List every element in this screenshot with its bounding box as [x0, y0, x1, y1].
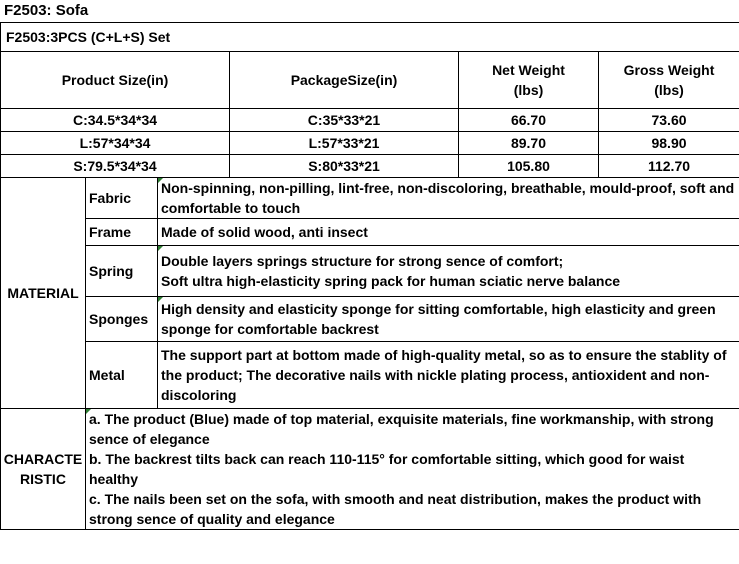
material-name-frame: Frame — [86, 219, 158, 246]
material-row-frame — [1, 219, 739, 246]
set-title: F2503:3PCS (C+L+S) Set — [1, 23, 739, 52]
table-row — [1, 155, 739, 178]
gross-weight-cell: 112.70 — [599, 155, 739, 178]
table-row — [1, 109, 739, 132]
material-row-metal — [1, 342, 739, 409]
gross-weight-cell: 73.60 — [599, 109, 739, 132]
header-row — [1, 52, 739, 109]
material-row-spring — [1, 246, 739, 297]
gross-weight-label: Gross Weight — [623, 62, 715, 78]
characteristic-row — [1, 409, 739, 530]
product-size-header: Product Size(in) — [1, 52, 230, 109]
sheet-caption: F2503: Sofa — [4, 2, 89, 19]
material-name-fabric: Fabric — [86, 178, 158, 219]
net-weight-unit: (lbs) — [513, 82, 544, 98]
material-name-metal: Metal — [86, 342, 158, 409]
characteristic-point-b: b. The backrest tilts back can reach 110-115° for comfortable sitting, which good for waist healthy — [89, 451, 685, 487]
material-desc-spring — [158, 246, 739, 297]
gross-weight-header — [599, 52, 739, 109]
package-size-cell: L:57*33*21 — [230, 132, 459, 155]
characteristic-desc — [86, 409, 739, 530]
characteristic-label-line-1: CHARACTE — [3, 451, 83, 467]
net-weight-cell: 66.70 — [459, 109, 599, 132]
material-row-fabric — [1, 178, 739, 219]
gross-weight-cell: 98.90 — [599, 132, 739, 155]
table-row — [1, 132, 739, 155]
net-weight-cell: 105.80 — [459, 155, 599, 178]
net-weight-cell: 89.70 — [459, 132, 599, 155]
spec-table — [0, 22, 739, 530]
material-name-sponges: Sponges — [86, 297, 158, 342]
characteristic-section-label — [1, 409, 86, 530]
characteristic-label-line-2: RISTIC — [20, 471, 66, 487]
package-size-header: PackageSize(in) — [230, 52, 459, 109]
net-weight-header — [459, 52, 599, 109]
material-section-label: MATERIAL — [1, 178, 86, 409]
characteristic-point-a: a. The product (Blue) made of top material, exquisite materials, fine workmanship, with strong sence of elegance — [89, 411, 714, 447]
gross-weight-unit: (lbs) — [654, 82, 684, 98]
material-desc-fabric: Non-spinning, non-pilling, lint-free, non-discoloring, breathable, mould-proof, soft and comfortable to touch — [158, 178, 739, 219]
material-desc-metal: The support part at bottom made of high-quality metal, so as to ensure the stablity of the product; The decorative nails with nickle plating process, antioxident and non-discoloring — [158, 342, 739, 409]
spring-desc-line-1: Double layers springs structure for strong sence of comfort; — [161, 253, 564, 269]
package-size-cell: C:35*33*21 — [230, 109, 459, 132]
product-size-cell: C:34.5*34*34 — [1, 109, 230, 132]
product-size-cell: S:79.5*34*34 — [1, 155, 230, 178]
material-row-sponges — [1, 297, 739, 342]
net-weight-label: Net Weight — [492, 62, 565, 78]
material-name-spring: Spring — [86, 246, 158, 297]
characteristic-point-c: c. The nails been set on the sofa, with smooth and neat distribution, makes the product with strong sence of quality and elegance — [89, 491, 702, 527]
product-size-cell: L:57*34*34 — [1, 132, 230, 155]
material-desc-frame: Made of solid wood, anti insect — [158, 219, 739, 246]
spring-desc-line-2: Soft ultra high-elasticity spring pack for human sciatic nerve balance — [161, 273, 621, 289]
material-desc-sponges: High density and elasticity sponge for sitting comfortable, high elasticity and green sponge for comfortable backrest — [158, 297, 739, 342]
package-size-cell: S:80*33*21 — [230, 155, 459, 178]
title-row — [1, 23, 739, 52]
